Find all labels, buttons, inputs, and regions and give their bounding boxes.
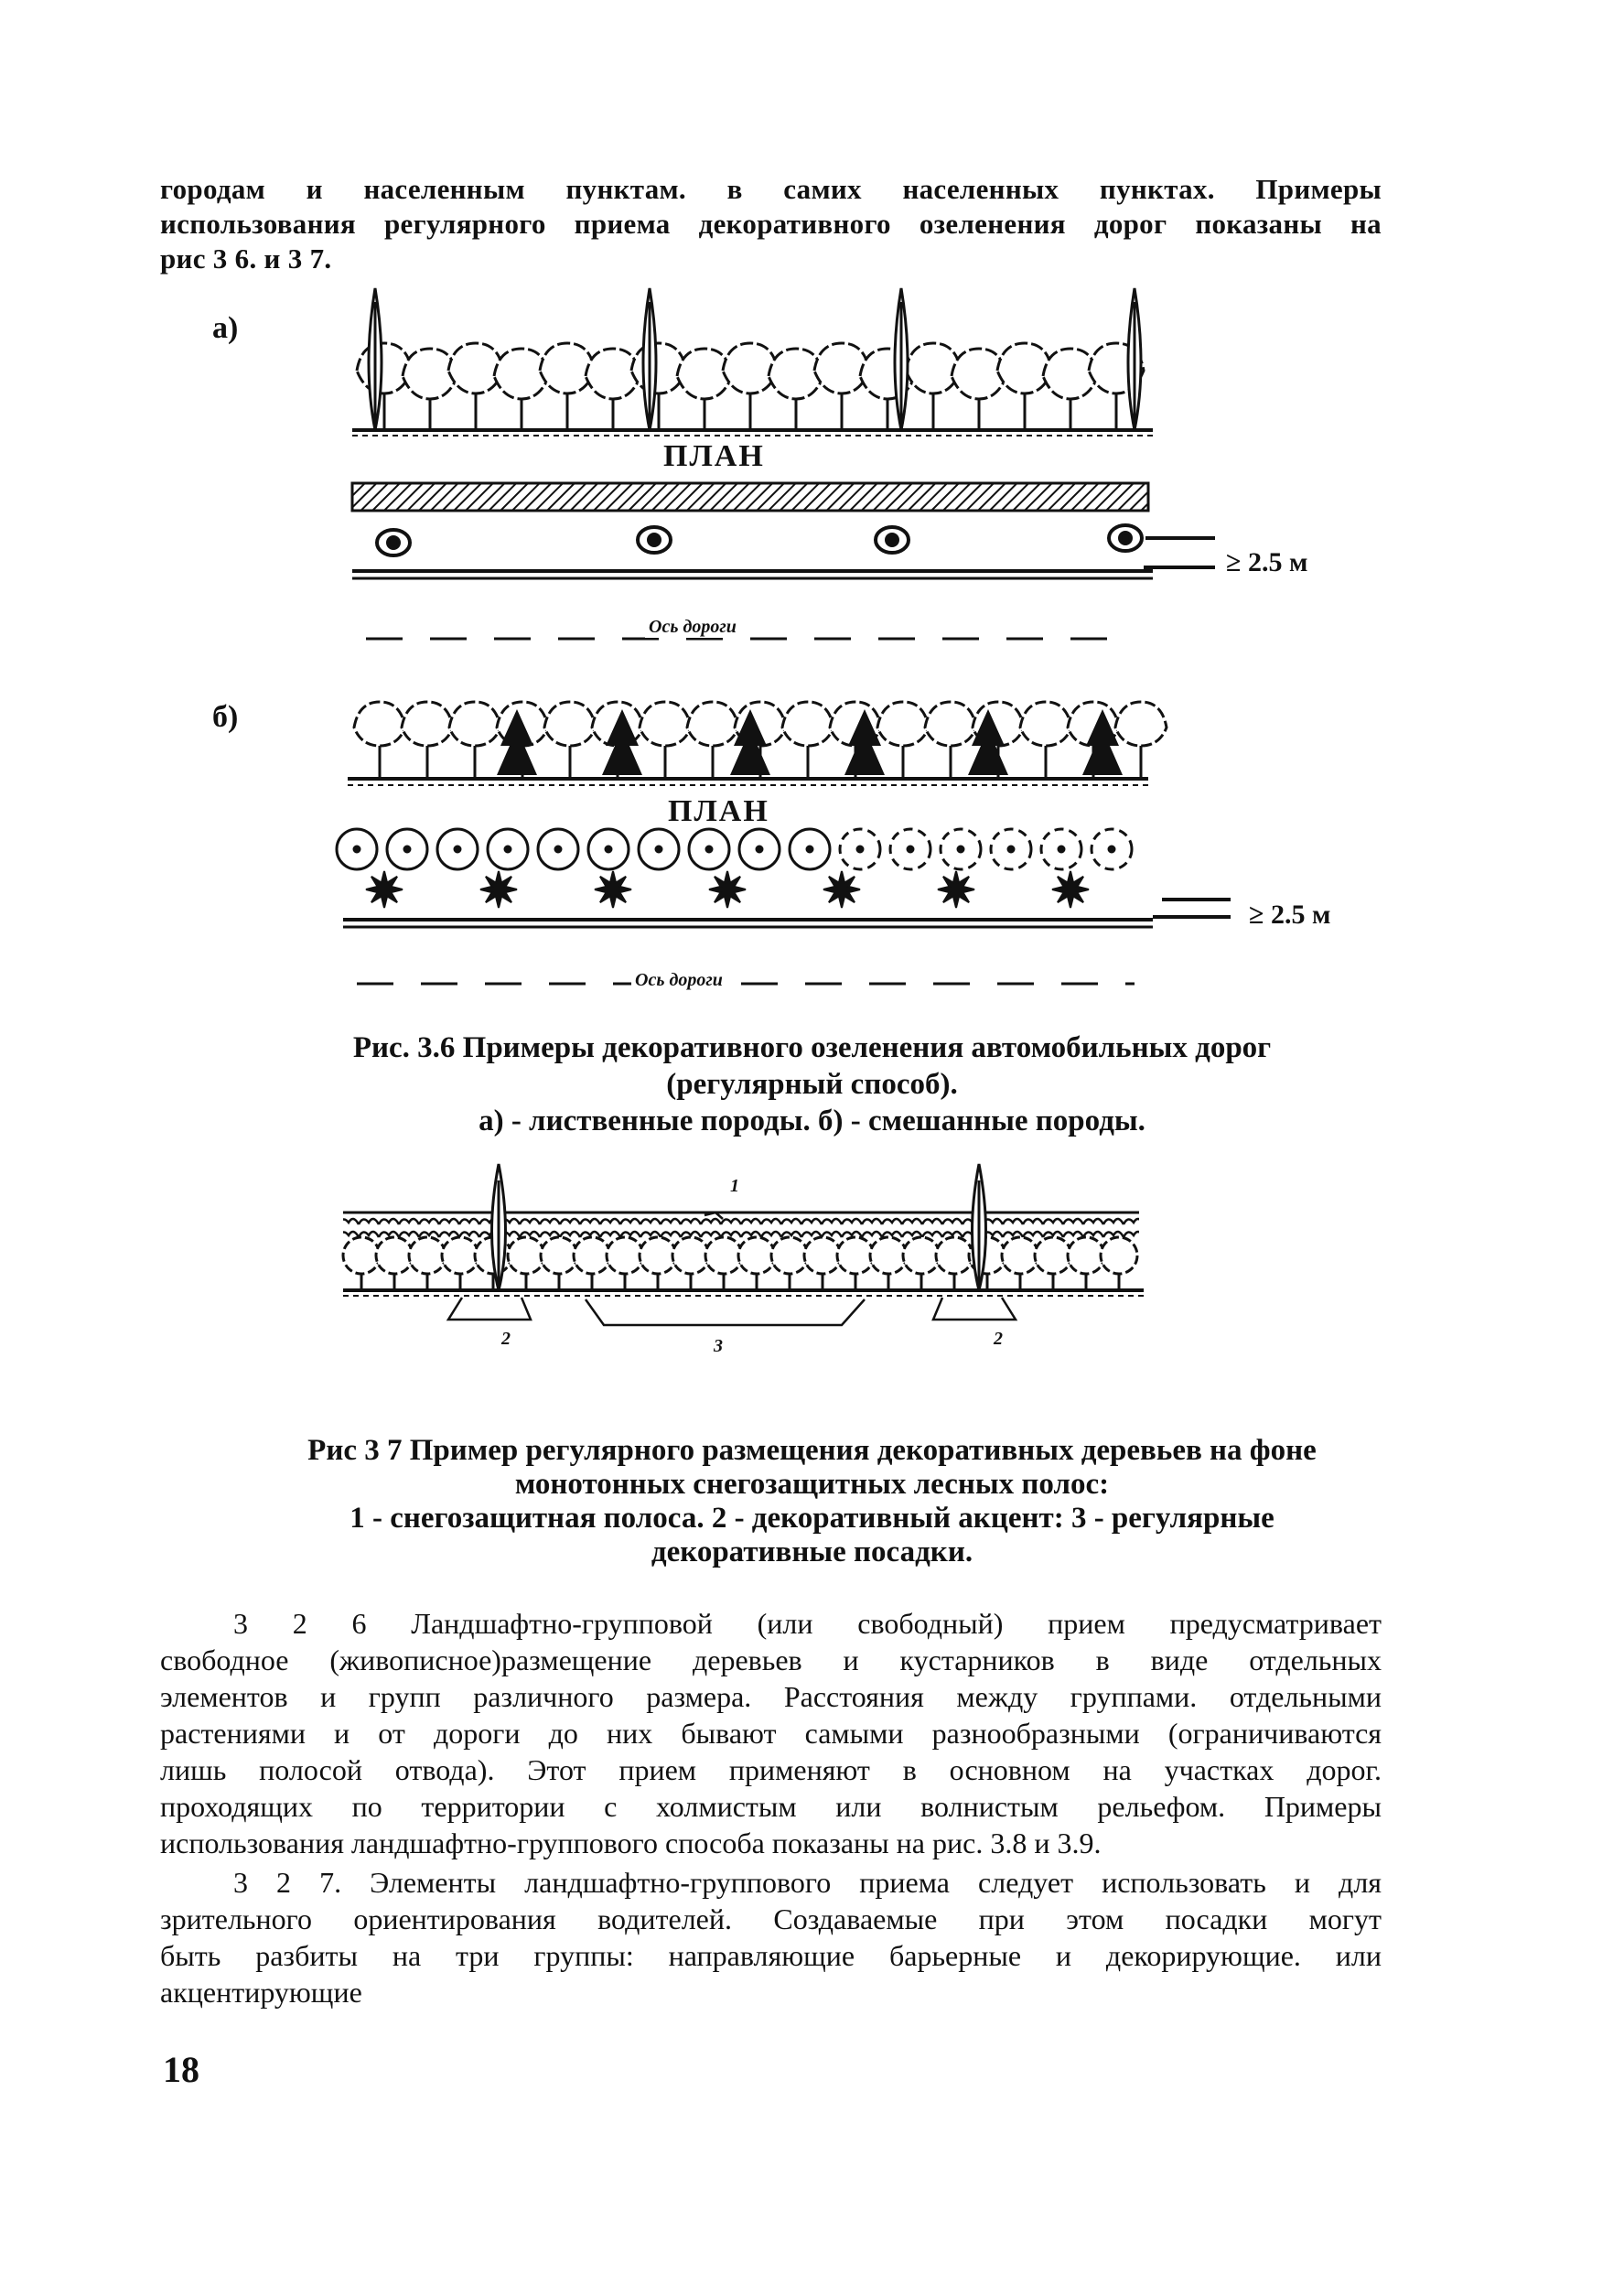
para-3-2-6-line-3: элементов и групп различного размера. Расстояния между группами. отдельными: [160, 1680, 1382, 1713]
figure-3-7-caption-line-2: монотонных снегозащитных лесных полос:: [514, 1468, 1110, 1501]
para-3-2-6-line-6: проходящих по территории с холмистым или волнистым рельефом. Примеры: [160, 1790, 1382, 1823]
figure-3-7-callout-2-left: 2: [501, 1329, 511, 1349]
figure-3-7-callout-1: 1: [730, 1176, 739, 1196]
figure-3-7-callout-2-right: 2: [994, 1329, 1003, 1349]
figure-3-6-caption-line-1: Рис. 3.6 Примеры декоративного озеленения автомобильных дорог: [352, 1031, 1272, 1064]
figure-3-6b-dimension: ≥ 2.5 м: [1249, 900, 1331, 930]
figure-3-6b-plan: [339, 833, 1327, 997]
page-number: 18: [163, 2049, 199, 2090]
figure-3-7-caption-line-3: 1 - снегозащитная полоса. 2 - декоративный акцент: 3 - регулярные: [350, 1502, 1274, 1535]
figure-3-6a-dimension: ≥ 2.5 м: [1226, 547, 1308, 577]
para-3-2-7-line-4: акцентирующие: [160, 1976, 362, 2009]
para-3-2-6-line-7: использования ландшафтно-группового способа показаны на рис. 3.8 и 3.9.: [160, 1827, 1102, 1859]
intro-line-3: рис 3 6. и 3 7.: [160, 242, 332, 275]
figure-3-7-drawing: [339, 1162, 1162, 1373]
figure-3-7-caption-line-4: декоративные посадки.: [651, 1536, 973, 1568]
figure-3-6b-axis-label: Ось дороги: [631, 970, 726, 991]
para-3-2-6-line-5: лишь полосой отвода). Этот прием применяют в основном на участках дорог.: [160, 1753, 1382, 1786]
figure-3-6b-plan-title: ПЛАН: [668, 794, 769, 828]
intro-line-2: использования регулярного приема декоративного озеленения дорог показаны на: [160, 208, 1382, 240]
para-3-2-6-line-4: растениями и от дороги до них бывают самыми разнообразными (ограничиваются: [160, 1717, 1382, 1750]
figure-3-6a-elevation: [348, 284, 1171, 444]
para-3-2-7-line-3: быть разбиты на три группы: направляющие барьерные и декорирующие. или: [160, 1939, 1382, 1972]
para-3-2-7-line-2: зрительного ориентирования водителей. Создаваемые при этом посадки могут: [160, 1902, 1382, 1935]
figure-3-6-label-b: б): [212, 700, 239, 734]
figure-3-7-callout-3: 3: [714, 1336, 723, 1356]
para-3-2-7-line-1: 3 2 7. Элементы ландшафтно-группового приема следует использовать и для: [233, 1866, 1382, 1899]
figure-3-6a-axis-label: Ось дороги: [645, 617, 740, 638]
para-3-2-6-line-2: свободное (живописное)размещение деревьев и кустарников в виде отдельных: [160, 1644, 1382, 1676]
figure-3-6a-plan: [348, 476, 1336, 641]
figure-3-6b-elevation: [343, 691, 1167, 792]
figure-3-7-caption-line-1: Рис 3 7 Пример регулярного размещения декоративных деревьев на фоне: [307, 1434, 1317, 1467]
intro-line-1: городам и населенным пунктам. в самих населенных пунктах. Примеры: [160, 173, 1382, 205]
figure-3-6-caption-line-2: (регулярный способ).: [666, 1068, 958, 1101]
figure-3-6-caption-line-3: а) - лиственные породы. б) - смешанные породы.: [479, 1105, 1145, 1137]
para-3-2-6-line-1: 3 2 6 Ландшафтно-групповой (или свободный) прием предусматривает: [233, 1607, 1382, 1640]
figure-3-6a-plan-title: ПЛАН: [663, 439, 765, 473]
figure-3-6-label-a: а): [212, 311, 239, 345]
